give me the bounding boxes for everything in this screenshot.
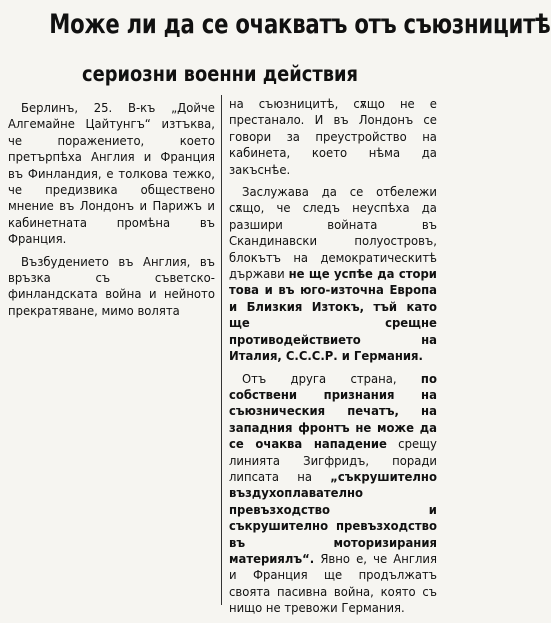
paragraph: Възбудението въ Англия, въ връзка съ съветско-финландската война и нейното прекратяване, мимо волята bbox=[8, 253, 215, 318]
paragraph: на съюзницитѣ, сѫщо не е престанало. И въ Лондонъ се говори за преустройство на кабинета, което нѣма да закъснѣе. bbox=[229, 96, 437, 177]
text-run: Отъ друга страна, bbox=[242, 370, 421, 386]
paragraph bbox=[229, 371, 437, 617]
text-run: Заслужава да се отбележи сѫщо, че следъ неуспѣха да разшири войната въ Скандинавски полуостровъ, блокътъ на демократическитѣ държави bbox=[229, 184, 437, 282]
article-left-column bbox=[8, 100, 215, 325]
paragraph bbox=[229, 184, 437, 364]
paragraph: Берлинъ, 25. В-къ „Дойче Алгемайне Цайтунгъ“ изтъква, че поражението, което претърпѣха Англия и Франция въ Финландия, е толкова тежко, че предизвика обществено мнение въ Лондонъ и Парижъ и кабинетната промѣна въ Франция. bbox=[8, 100, 215, 247]
bold-text-run: „съкрушително въздухоплавателно превъзходство и съкрушително превъзходство въ моторизирания материялъ“. bbox=[229, 468, 437, 566]
bold-text-run: по собствени признания на съюзническия печатъ, на западния фронтъ не може да се очаква нападение bbox=[229, 370, 437, 452]
text-run: срещу линията Зигфридъ, поради липсата на bbox=[229, 436, 437, 484]
headline: Може ли да се очакватъ отъ съюзницитѣ bbox=[49, 9, 551, 40]
subheadline: сериозни военни действия bbox=[82, 62, 358, 86]
article-right-column bbox=[229, 96, 437, 623]
bold-text-run: не ще успѣе да стори това и въ юго-източна Европа и Близкия Изтокъ, тъй като ще срещне противодействието на Италия, С.С.С.Р. и Германия. bbox=[229, 266, 437, 364]
column-divider bbox=[221, 95, 222, 605]
text-run: Явно е, че Англия и Франция ще продължатъ своята пасивна война, която съ нищо не тревожи Германия. bbox=[229, 550, 437, 616]
